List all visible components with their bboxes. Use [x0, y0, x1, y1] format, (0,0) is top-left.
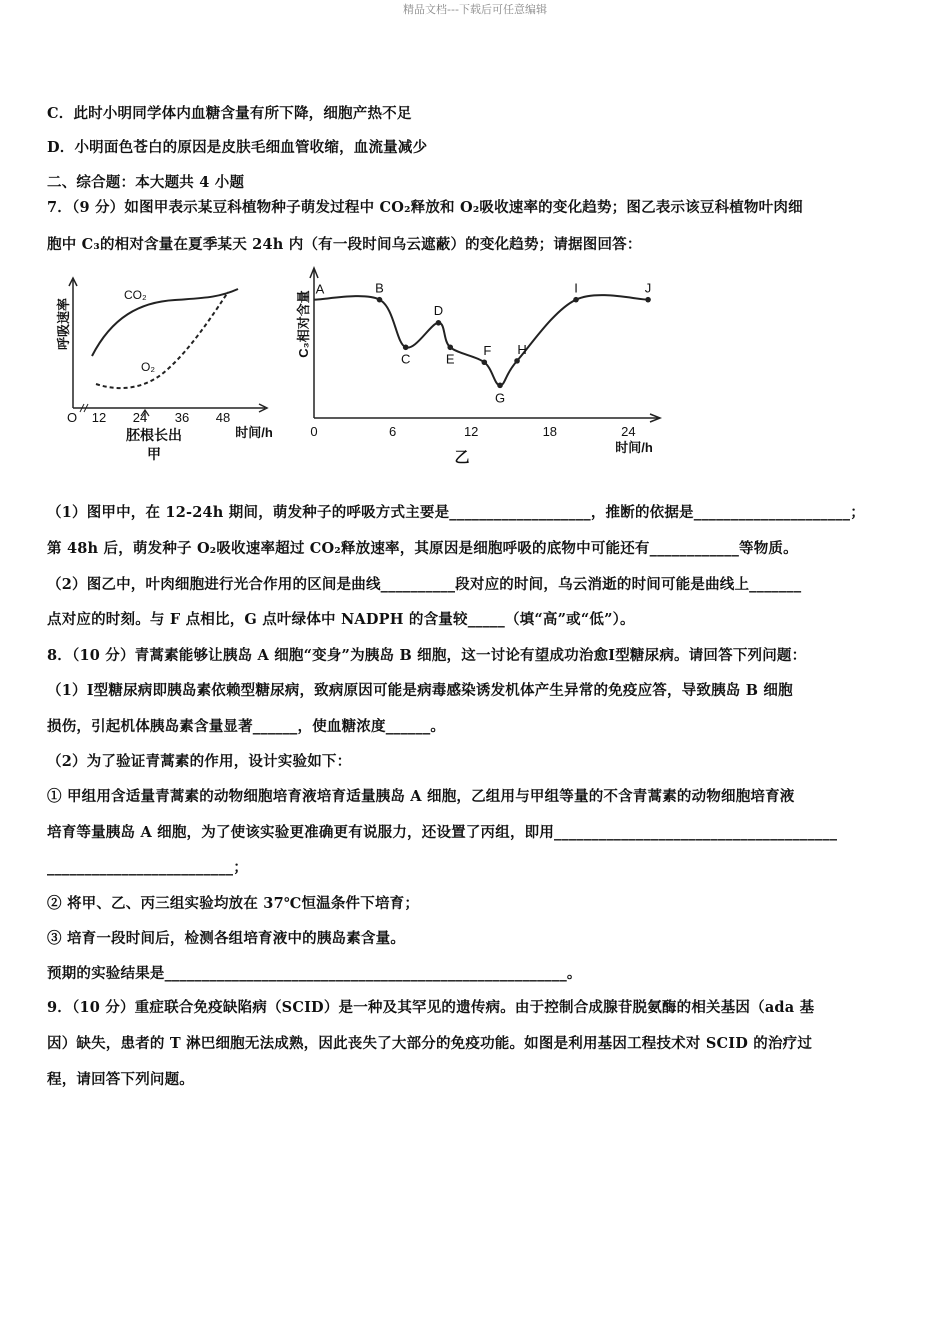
q8-2-step1-line1: ① 甲组用含适量青蒿素的动物细胞培育液培育适量胰岛 A 细胞，乙组用与甲组等量的不含青蒿素的动物细胞培育液 — [47, 788, 795, 805]
point-marker — [497, 383, 503, 389]
point-marker — [645, 297, 651, 303]
point-marker — [514, 358, 520, 364]
xtick-jia: 36 — [174, 410, 190, 425]
xtick-yi: 24 — [621, 424, 636, 439]
point-marker — [573, 297, 579, 303]
q7-2-line2: 点对应的时刻。与 F 点相比，G 点叶绿体中 NADPH 的含量较_____（填“高”或“低”）。 — [47, 611, 635, 628]
xtick-yi: 18 — [542, 424, 558, 439]
point-label: I — [574, 280, 578, 296]
caption-yi: 乙 — [454, 449, 470, 466]
q9-stem-line3: 程，请回答下列问题。 — [47, 1071, 194, 1088]
point-marker — [403, 344, 409, 350]
point-marker — [482, 359, 488, 365]
point-label: C — [401, 351, 411, 367]
q9-stem-line2: 因）缺失，患者的 T 淋巴细胞无法成熟，因此丧失了大部分的免疫功能。如图是利用基因工程技术对 SCID 的治疗过 — [47, 1035, 813, 1052]
point-label: G — [494, 390, 506, 406]
option-d: D．小明面色苍白的原因是皮肤毛细血管收缩，血流量减少 — [47, 139, 428, 156]
point-marker — [447, 344, 453, 350]
q8-1-line1: （1）Ⅰ型糖尿病即胰岛素依赖型糖尿病，致病原因可能是病毒感染诱发机体产生异常的免疫应答，导致胰岛 B 细胞 — [47, 682, 793, 699]
point-label: J — [644, 280, 652, 296]
q8-2-step2: ② 将甲、乙、丙三组实验均放在 37℃恒温条件下培育； — [47, 895, 420, 912]
section-heading: 二、综合题：本大题共 4 小题 — [47, 174, 245, 191]
q7-2-line1: （2）图乙中，叶肉细胞进行光合作用的区间是曲线__________段对应的时间，乌云消逝的时间可能是曲线上_______ — [47, 576, 802, 593]
q7-1-line2: 第 48h 后，萌发种子 O₂吸收速率超过 CO₂释放速率，其原因是细胞呼吸的底物中可能还有____________等物质。 — [47, 540, 798, 557]
ylabel-yi: C₃相对含量 — [296, 290, 311, 358]
q8-1-line2: 损伤，引起机体胰岛素含量显著______，使血糖浓度______。 — [47, 718, 446, 735]
q8-2-heading: （2）为了验证青蒿素的作用，设计实验如下： — [47, 753, 352, 770]
option-c: C．此时小明同学体内血糖含量有所下降，细胞产热不足 — [47, 105, 412, 122]
xtick-jia: 12 — [91, 410, 107, 425]
figure-jia — [40, 272, 300, 472]
point-label: F — [483, 343, 492, 359]
c3-curve — [314, 295, 648, 385]
xtick-jia: 48 — [215, 410, 231, 425]
point-marker — [377, 297, 383, 303]
q8-expected-result: 预期的实验结果是______________________________________________________。 — [47, 965, 582, 982]
xtick-yi: 0 — [310, 424, 318, 439]
xtick-yi: 12 — [463, 424, 479, 439]
caption-jia: 甲 — [147, 446, 161, 462]
xlabel-yi: 时间/h — [615, 440, 653, 455]
point-marker — [436, 320, 442, 326]
annotation-label: 胚根长出 — [126, 427, 182, 443]
point-label: B — [375, 280, 384, 296]
figure-yi — [290, 262, 670, 477]
q7-stem-line1: 7．（9 分）如图甲表示某豆科植物种子萌发过程中 CO₂释放和 O₂吸收速率的变化趋势；图乙表示该豆科植物叶肉细 — [47, 199, 803, 216]
point-label: H — [517, 341, 527, 357]
co2-series-label: CO₂ — [124, 288, 147, 302]
q9-stem-line1: 9．（10 分）重症联合免疫缺陷病（SCID）是一种及其罕见的遗传病。由于控制合成腺苷脱氨酶的相关基因（ada 基 — [47, 999, 815, 1016]
origin-label: O — [67, 410, 78, 425]
point-label: D — [433, 302, 444, 318]
xlabel-jia: 时间/h — [235, 425, 273, 440]
q8-2-step3: ③ 培育一段时间后，检测各组培育液中的胰岛素含量。 — [47, 930, 406, 947]
q8-2-step1-line2: 培育等量胰岛 A 细胞，为了使该实验更准确更有说服力，还设置了丙组，即用______________________________________ — [47, 824, 838, 841]
page-header: 精品文档---下载后可任意编辑 — [403, 3, 547, 16]
xtick-yi: 6 — [388, 424, 397, 439]
xtick-jia: 24 — [132, 410, 148, 425]
point-label: A — [315, 281, 325, 297]
o2-series-label: O₂ — [141, 360, 155, 374]
q8-2-step1-line3: _________________________； — [47, 859, 248, 876]
q7-stem-line2: 胞中 C₃的相对含量在夏季某天 24h 内（有一段时间乌云遮蔽）的变化趋势；请据图回答： — [47, 236, 642, 253]
point-label: E — [445, 351, 455, 367]
q8-stem: 8．（10 分）青蒿素能够让胰岛 A 细胞“变身”为胰岛 B 细胞，这一讨论有望成功治愈Ⅰ型糖尿病。请回答下列问题： — [47, 647, 807, 664]
ylabel-jia: 呼吸速率 — [56, 297, 71, 351]
q7-1-line1: （1）图甲中，在 12-24h 期间，萌发种子的呼吸方式主要是___________________，推断的依据是_____________________； — [47, 504, 865, 521]
